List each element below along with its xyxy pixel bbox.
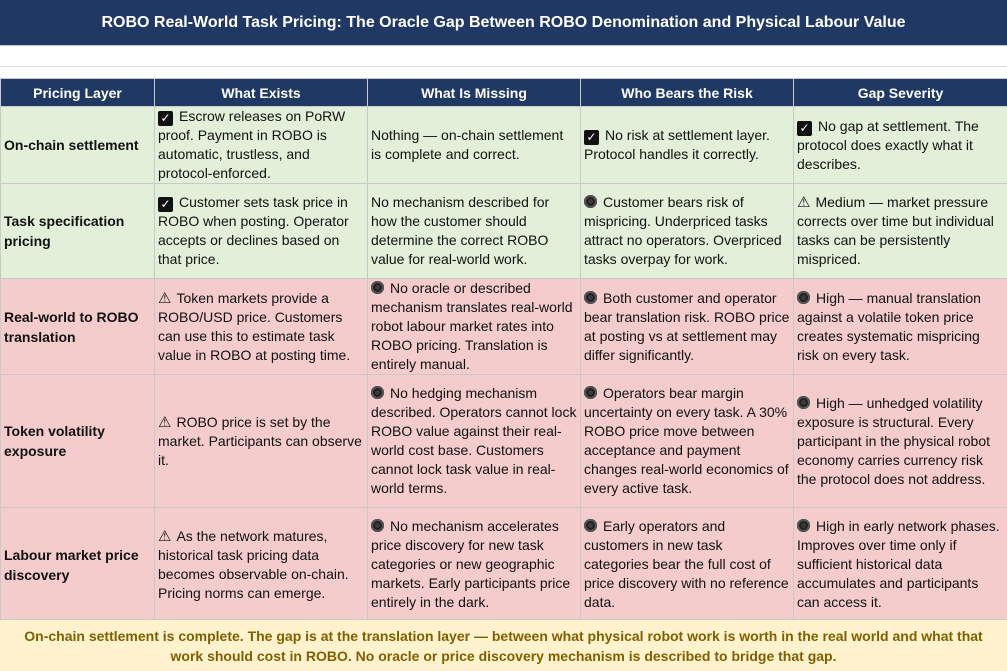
severity-cell: [794, 279, 1007, 375]
dot-icon: [371, 519, 384, 532]
missing-cell: [368, 508, 581, 622]
header-row: [1, 79, 1007, 107]
warning-icon: ⚠: [158, 413, 172, 431]
missing-cell: [368, 184, 581, 279]
table-row: [1, 375, 1007, 508]
spacer: [0, 46, 1007, 78]
layer-cell: Task specification pricing: [1, 184, 155, 279]
check-icon: ✓: [584, 130, 599, 145]
header-what-exists: What Exists: [155, 79, 368, 107]
dot-icon: [584, 291, 597, 304]
table-row: [1, 279, 1007, 375]
cell-text: No oracle or described mechanism translates real-world robot labour market rates into ROBO pricing. Translation is entirely manual.: [371, 280, 573, 372]
dot-icon: [797, 396, 810, 409]
cell-text: No gap at settlement. The protocol does exactly what it describes.: [797, 117, 979, 172]
dot-icon: [584, 519, 597, 532]
check-icon: ✓: [158, 197, 173, 212]
cell-text: ROBO price is set by the market. Participants can observe it.: [158, 413, 362, 468]
cell-text: High in early network phases. Improves over time only if sufficient historical data accumulates and participants can access it.: [797, 518, 1000, 610]
dot-icon: [797, 519, 810, 532]
risk-cell: [581, 279, 794, 375]
table-row: [1, 107, 1007, 184]
dot-icon: [584, 386, 597, 399]
missing-cell: [368, 279, 581, 375]
cell-text: High — unhedged volatility exposure is structural. Every participant in the physical robot economy carries currency risk the protocol does not address.: [797, 394, 990, 487]
cell-text: Nothing — on-chain settlement is complete and correct.: [371, 127, 564, 162]
exists-cell: [155, 508, 368, 622]
cell-text: Operators bear margin uncertainty on every task. A 30% ROBO price move between acceptance and payment changes real-world economics of every active task.: [584, 385, 789, 496]
cell-text: As the network matures, historical task pricing data becomes observable on-chain. Pricing norms can emerge.: [158, 527, 349, 601]
cell-text: Customer bears risk of mispricing. Underpriced tasks attract no operators. Overpriced tasks overpay for work.: [584, 194, 782, 267]
risk-cell: [581, 107, 794, 184]
dot-icon: [584, 195, 597, 208]
cell-text: No mechanism described for how the customer should determine the correct ROBO value for real-world work.: [371, 194, 550, 267]
check-icon: ✓: [797, 121, 812, 136]
missing-cell: [368, 107, 581, 184]
header-who-bears-risk: Who Bears the Risk: [581, 79, 794, 107]
cell-text: No risk at settlement layer. Protocol handles it correctly.: [584, 127, 770, 162]
risk-cell: [581, 508, 794, 622]
dot-icon: [371, 281, 384, 294]
check-icon: ✓: [158, 111, 173, 126]
severity-cell: [794, 107, 1007, 184]
cell-text: No mechanism accelerates price discovery for new task categories or new geographic markets. Early participants price entirely in the dark.: [371, 518, 571, 610]
warning-icon: ⚠: [797, 194, 811, 211]
page-title: ROBO Real-World Task Pricing: The Oracle Gap Between ROBO Denomination and Physical Labour Value: [0, 0, 1007, 46]
warning-icon: ⚠: [158, 289, 172, 307]
layer-cell: Real-world to ROBO translation: [1, 279, 155, 375]
exists-cell: [155, 184, 368, 279]
severity-cell: [794, 184, 1007, 279]
table-row: [1, 508, 1007, 622]
cell-text: Token markets provide a ROBO/USD price. Customers can use this to estimate task value in ROBO at posting time.: [158, 289, 351, 363]
risk-cell: [581, 375, 794, 508]
warning-icon: ⚠: [158, 527, 172, 545]
cell-text: Escrow releases on PoRW proof. Payment in ROBO is automatic, trustless, and protocol-enforced.: [158, 108, 346, 181]
pricing-table: [0, 78, 1007, 622]
header-pricing-layer: Pricing Layer: [1, 79, 155, 107]
header-what-is-missing: What Is Missing: [368, 79, 581, 107]
summary-footer: On-chain settlement is complete. The gap is at the translation layer — between what physical robot work is worth in the real world and what that work should cost in ROBO. No oracle or price discovery mechanism is described to bridge that gap.: [0, 619, 1007, 671]
risk-cell: [581, 184, 794, 279]
cell-text: Medium — market pressure corrects over time but individual tasks can be persistently mispriced.: [797, 194, 994, 267]
dot-icon: [797, 291, 810, 304]
cell-text: High — manual translation against a volatile token price creates systematic mispricing risk on every task.: [797, 289, 981, 363]
exists-cell: [155, 279, 368, 375]
cell-text: Both customer and operator bear translation risk. ROBO price at posting vs at settlement may differ significantly.: [584, 289, 790, 363]
cell-text: No hedging mechanism described. Operators cannot lock ROBO value against their real-world cost base. Customers cannot lock task value in real-world terms.: [371, 385, 577, 496]
layer-cell: Labour market price discovery: [1, 508, 155, 622]
cell-text: Early operators and customers in new task categories bear the full cost of price discovery with no reference data.: [584, 518, 789, 610]
severity-cell: [794, 508, 1007, 622]
severity-cell: [794, 375, 1007, 508]
cell-text: Customer sets task price in ROBO when posting. Operator accepts or declines based on that price.: [158, 194, 349, 267]
dot-icon: [371, 386, 384, 399]
table-row: [1, 184, 1007, 279]
layer-cell: On-chain settlement: [1, 107, 155, 184]
layer-cell: Token volatility exposure: [1, 375, 155, 508]
header-gap-severity: Gap Severity: [794, 79, 1007, 107]
missing-cell: [368, 375, 581, 508]
exists-cell: [155, 375, 368, 508]
exists-cell: [155, 107, 368, 184]
